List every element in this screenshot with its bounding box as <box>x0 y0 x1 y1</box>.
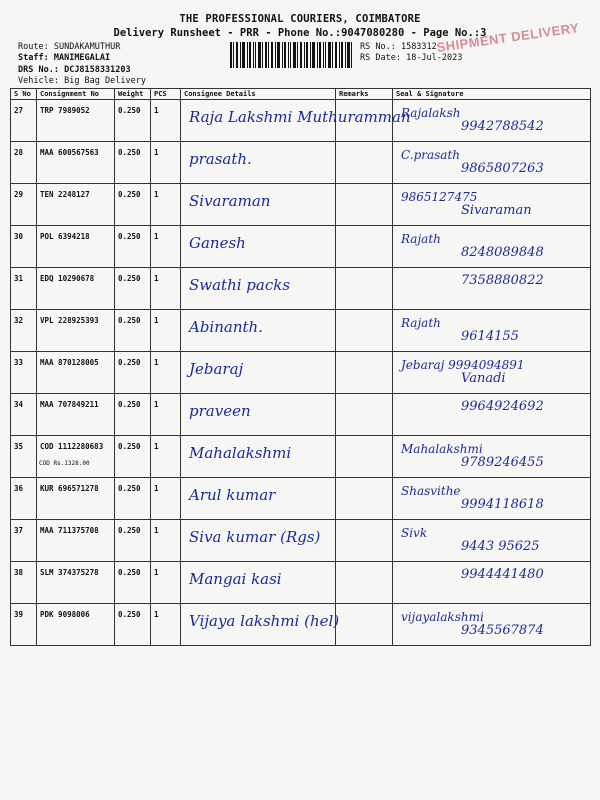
weight-cell: 0.250 <box>115 436 151 478</box>
pcs-cell: 1 <box>151 562 181 604</box>
signature-cell <box>393 436 591 478</box>
table-row <box>11 184 591 226</box>
col-signature: Seal & Signature <box>393 89 591 100</box>
weight-cell: 0.250 <box>115 226 151 268</box>
signature-cell <box>393 142 591 184</box>
table-row <box>11 436 591 478</box>
consignee-handwriting: Mahalakshmi <box>189 444 292 462</box>
signature-cell <box>393 268 591 310</box>
signature-cell <box>393 394 591 436</box>
sno-cell: 39 <box>11 604 37 646</box>
table-header-row <box>11 89 591 100</box>
signature-handwriting: 9944441480 <box>461 567 544 582</box>
pcs-cell: 1 <box>151 268 181 310</box>
pcs-cell: 1 <box>151 100 181 142</box>
remarks-cell <box>336 142 393 184</box>
remarks-cell <box>336 226 393 268</box>
pcs-cell: 1 <box>151 604 181 646</box>
pcs-cell: 1 <box>151 520 181 562</box>
consignee-cell <box>181 478 336 520</box>
route-line: Route: SUNDAKAMUTHUR <box>18 42 121 52</box>
consignee-handwriting: Mangai kasi <box>189 570 282 588</box>
weight-cell: 0.250 <box>115 394 151 436</box>
remarks-cell <box>336 100 393 142</box>
consignment-cell: SLM 374375278 <box>37 562 115 604</box>
route-value: SUNDAKAMUTHUR <box>53 42 121 52</box>
table-row <box>11 100 591 142</box>
signature-cell <box>393 310 591 352</box>
consignee-cell <box>181 436 336 478</box>
rs-no-line: RS No.: 1583312 <box>360 42 437 52</box>
signature-handwriting: Jebaraj 9994094891 Vanadi <box>401 358 525 386</box>
consignee-cell <box>181 394 336 436</box>
consignee-cell <box>181 100 411 142</box>
remarks-cell <box>336 268 393 310</box>
rs-date-line: RS Date: 18-Jul-2023 <box>360 53 463 63</box>
sno-cell: 36 <box>11 478 37 520</box>
consignee-cell <box>181 310 336 352</box>
consignee-cell <box>181 520 336 562</box>
table-row <box>11 268 591 310</box>
weight-cell: 0.250 <box>115 142 151 184</box>
staff-value: MANIMEGALAI <box>53 53 111 63</box>
col-remarks: Remarks <box>336 89 393 100</box>
weight-cell: 0.250 <box>115 520 151 562</box>
weight-cell: 0.250 <box>115 100 151 142</box>
runsheet-subtitle: Delivery Runsheet - PRR - Phone No.:9047080280 - Page No.:3 <box>113 27 487 39</box>
consignment-cell: TRP 7989052 <box>37 100 115 142</box>
pcs-cell: 1 <box>151 142 181 184</box>
col-pcs: PCS <box>151 89 181 100</box>
signature-cell <box>393 226 591 268</box>
consignment-cell: MAA 600567563 <box>37 142 115 184</box>
signature-handwriting: 9865127475 Sivaraman <box>401 190 532 218</box>
remarks-cell <box>336 604 393 646</box>
consignee-handwriting: Swathi packs <box>189 276 291 294</box>
weight-cell: 0.250 <box>115 184 151 226</box>
remarks-cell <box>336 394 393 436</box>
signature-cell <box>393 520 591 562</box>
pcs-cell: 1 <box>151 226 181 268</box>
remarks-cell <box>336 310 393 352</box>
signature-handwriting: Rajath 9614155 <box>401 316 519 344</box>
consignee-cell <box>181 268 336 310</box>
col-consignee: Consignee Details <box>181 89 336 100</box>
signature-cell <box>393 352 591 394</box>
consignment-cell: KUR 696571278 <box>37 478 115 520</box>
signature-handwriting: Rajalaksh 9942788542 <box>401 106 544 134</box>
consignee-cell <box>181 184 336 226</box>
cod-amount: COD Rs.1328.00 <box>39 460 90 467</box>
consignment-cell: VPL 228925393 <box>37 310 115 352</box>
signature-cell <box>393 478 591 520</box>
signature-cell <box>393 562 591 604</box>
vehicle-value: Big Bag Delivery <box>64 76 146 86</box>
remarks-cell <box>336 562 393 604</box>
consignee-cell <box>181 604 340 646</box>
table-row <box>11 604 591 646</box>
sno-cell: 34 <box>11 394 37 436</box>
consignment-cell: PDK 9098006 <box>37 604 115 646</box>
sno-cell: 31 <box>11 268 37 310</box>
remarks-cell <box>336 520 393 562</box>
signature-cell <box>393 100 591 142</box>
remarks-cell <box>336 352 393 394</box>
consignment-cell: COD 1112280683 COD Rs.1328.00 <box>37 436 115 478</box>
company-title: THE PROFESSIONAL COURIERS, COIMBATORE <box>179 13 421 25</box>
table-row <box>11 562 591 604</box>
weight-cell: 0.250 <box>115 562 151 604</box>
consignee-handwriting: Vijaya lakshmi (hel) <box>189 612 340 630</box>
signature-handwriting: C.prasath 9865807263 <box>401 148 544 176</box>
delivery-stamp: SHIPMENT DELIVERY <box>435 20 581 55</box>
remarks-cell <box>336 478 393 520</box>
consignee-handwriting: Ganesh <box>189 234 246 252</box>
consignment-cell: EDQ 10290678 <box>37 268 115 310</box>
table-row <box>11 142 591 184</box>
consignment-cell: MAA 870128005 <box>37 352 115 394</box>
pcs-cell: 1 <box>151 184 181 226</box>
weight-cell: 0.250 <box>115 268 151 310</box>
sno-cell: 38 <box>11 562 37 604</box>
weight-cell: 0.250 <box>115 478 151 520</box>
pcs-cell: 1 <box>151 478 181 520</box>
sno-cell: 28 <box>11 142 37 184</box>
sno-cell: 37 <box>11 520 37 562</box>
vehicle-line: Vehicle: Big Bag Delivery <box>18 76 146 86</box>
sno-cell: 27 <box>11 100 37 142</box>
remarks-cell <box>336 184 393 226</box>
sno-cell: 32 <box>11 310 37 352</box>
consignee-cell <box>181 352 336 394</box>
consignment-cell: MAA 707849211 <box>37 394 115 436</box>
pcs-cell: 1 <box>151 436 181 478</box>
signature-handwriting: Shasvithe 9994118618 <box>401 484 544 512</box>
sno-cell: 33 <box>11 352 37 394</box>
signature-handwriting: Sivk 9443 95625 <box>401 526 540 554</box>
sno-cell: 35 <box>11 436 37 478</box>
consignee-handwriting: Jebaraj <box>189 360 244 378</box>
drs-line: DRS No.: DCJ8158331203 <box>18 65 131 75</box>
barcode <box>230 42 352 68</box>
pcs-cell: 1 <box>151 394 181 436</box>
consignee-handwriting: Raja Lakshmi Muthuramman <box>189 108 411 126</box>
consignment-cell: POL 6394218 <box>37 226 115 268</box>
signature-cell <box>393 604 591 646</box>
col-sno: S No <box>11 89 37 100</box>
col-consignment: Consignment No <box>37 89 115 100</box>
table-row <box>11 352 591 394</box>
consignee-cell <box>181 226 336 268</box>
table-row <box>11 394 591 436</box>
weight-cell: 0.250 <box>115 310 151 352</box>
consignee-cell <box>181 562 336 604</box>
consignee-handwriting: prasath. <box>189 150 252 168</box>
pcs-cell: 1 <box>151 310 181 352</box>
col-weight: Weight <box>115 89 151 100</box>
weight-cell: 0.250 <box>115 604 151 646</box>
signature-handwriting: vijayalakshmi 9345567874 <box>401 610 544 638</box>
consignee-handwriting: Sivaraman <box>189 192 271 210</box>
rs-date-value: 18-Jul-2023 <box>406 53 463 63</box>
signature-cell <box>393 184 591 226</box>
rs-no-value: 1583312 <box>400 42 437 52</box>
remarks-cell <box>336 436 393 478</box>
table-row <box>11 478 591 520</box>
table-row <box>11 226 591 268</box>
signature-handwriting: 7358880822 <box>461 273 544 288</box>
table-row <box>11 520 591 562</box>
staff-line: Staff: MANIMEGALAI <box>18 53 111 63</box>
drs-value: DCJ8158331203 <box>64 65 131 75</box>
consignment-cell: TEN 2248127 <box>37 184 115 226</box>
sno-cell: 30 <box>11 226 37 268</box>
signature-handwriting: 9964924692 <box>461 399 544 414</box>
signature-handwriting: Rajath 8248089848 <box>401 232 544 260</box>
consignee-handwriting: praveen <box>189 402 251 420</box>
weight-cell: 0.250 <box>115 352 151 394</box>
table-row <box>11 310 591 352</box>
runsheet-table <box>10 88 591 646</box>
sno-cell: 29 <box>11 184 37 226</box>
consignee-handwriting: Arul kumar <box>189 486 276 504</box>
consignment-cell: MAA 711375708 <box>37 520 115 562</box>
consignee-handwriting: Abinanth. <box>189 318 263 336</box>
consignee-cell <box>181 142 336 184</box>
pcs-cell: 1 <box>151 352 181 394</box>
consignee-handwriting: Siva kumar (Rgs) <box>189 528 321 546</box>
signature-handwriting: Mahalakshmi 9789246455 <box>401 442 544 470</box>
